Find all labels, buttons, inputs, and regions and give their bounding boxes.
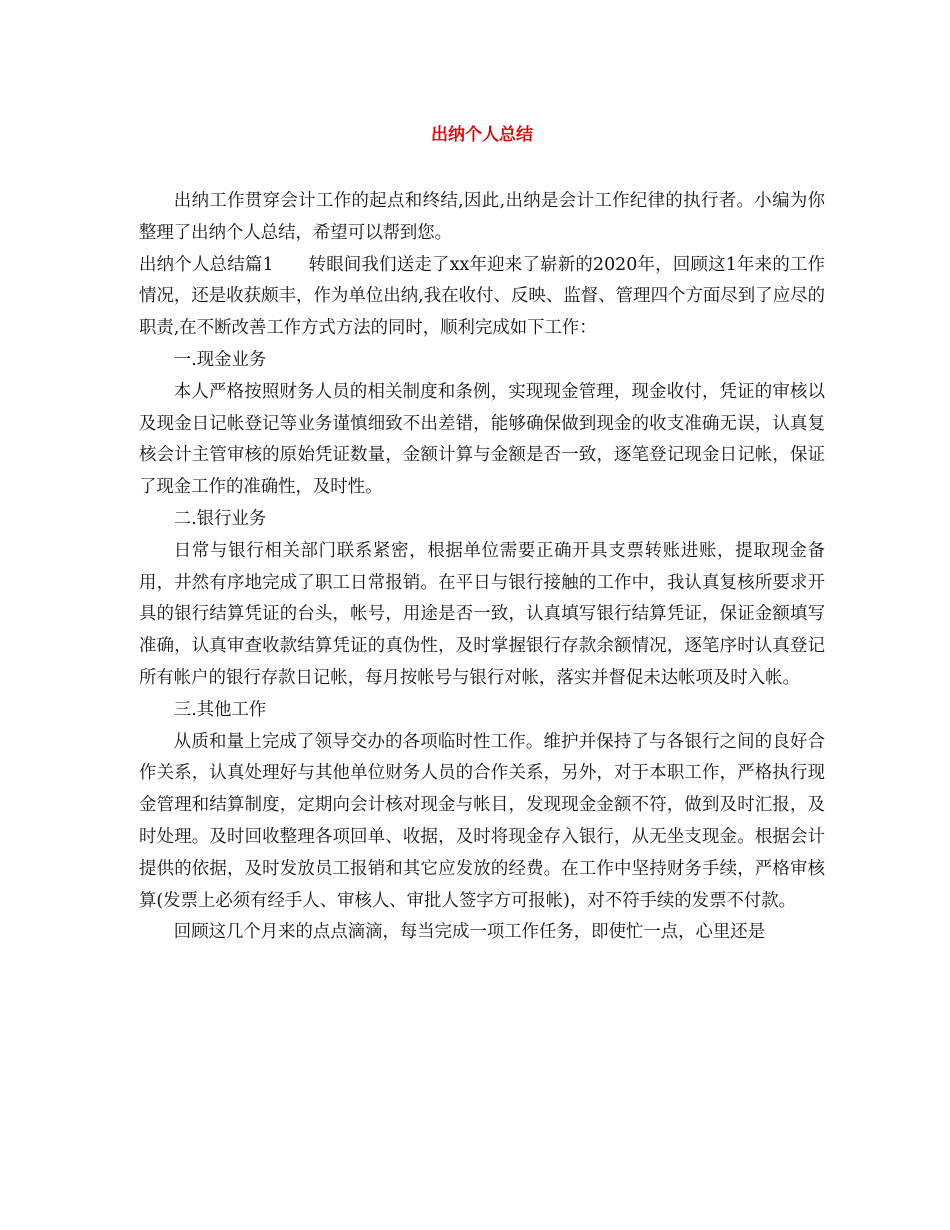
document-page [139, 118, 825, 949]
section-text-other: 从质和量上完成了领导交办的各项临时性工作。维护并保持了与各银行之间的良好合作关系，认真处理好与其他单位财务人员的合作关系，另外，对于本职工作，严格执行现金管理和结算制度，定期向会计核对现金与帐目，发现现金金额不符，做到及时汇报，及时处理。及时回收整理各项回单、收据，及时将现金存入银行，从无坐支现金。根据会计提供的依据，及时发放员工报销和其它应发放的经费。在工作中坚持财务手续，严格审核算(发票上必须有经手人、审核人、审批人签字方可报帐)，对不符手续的发票不付款。 [139, 731, 825, 911]
part1-text: 转眼间我们送走了xx年迎来了崭新的2020年，回顾这1年来的工作情况，还是收获颇丰，作为单位出纳,我在收付、反映、监督、管理四个方面尽到了应尽的职责,在不断改善工作方式方法的同时，顺利完成如下工作： [139, 254, 825, 339]
section-heading-other: 三.其他工作 [173, 699, 267, 720]
part1-paragraph [139, 250, 825, 345]
section-heading-cash: 一.现金业务 [173, 349, 267, 370]
section-heading-bank: 二.银行业务 [173, 508, 267, 529]
section-text-bank: 日常与银行相关部门联系紧密，根据单位需要正确开具支票转账进账，提取现金备用，井然有序地完成了职工日常报销。在平日与银行接触的工作中，我认真复核所要求开具的银行结算凭证的台头，帐号，用途是否一致，认真填写银行结算凭证，保证金额填写准确，认真审查收款结算凭证的真伪性，及时掌握银行存款余额情况，逐笔序时认真登记所有帐户的银行存款日记帐，每月按帐号与银行对帐，落实并督促未达帐项及时入帐。 [139, 540, 825, 688]
intro-paragraph: 出纳工作贯穿会计工作的起点和终结,因此,出纳是会计工作纪律的执行者。小编为你整理了出纳个人总结，希望可以帮到您。 [139, 191, 825, 243]
part1-label: 出纳个人总结篇1 [139, 254, 274, 275]
page-title: 出纳个人总结 [431, 125, 533, 145]
closing-paragraph: 回顾这几个月来的点点滴滴，每当完成一项工作任务，即使忙一点，心里还是 [173, 922, 766, 943]
section-text-cash: 本人严格按照财务人员的相关制度和条例，实现现金管理，现金收付，凭证的审核以及现金日记帐登记等业务谨慎细致不出差错，能够确保做到现金的收支准确无误，认真复核会计主管审核的原始凭证数量，金额计算与金额是否一致，逐笔登记现金日记帐，保证了现金工作的准确性，及时性。 [139, 381, 825, 498]
